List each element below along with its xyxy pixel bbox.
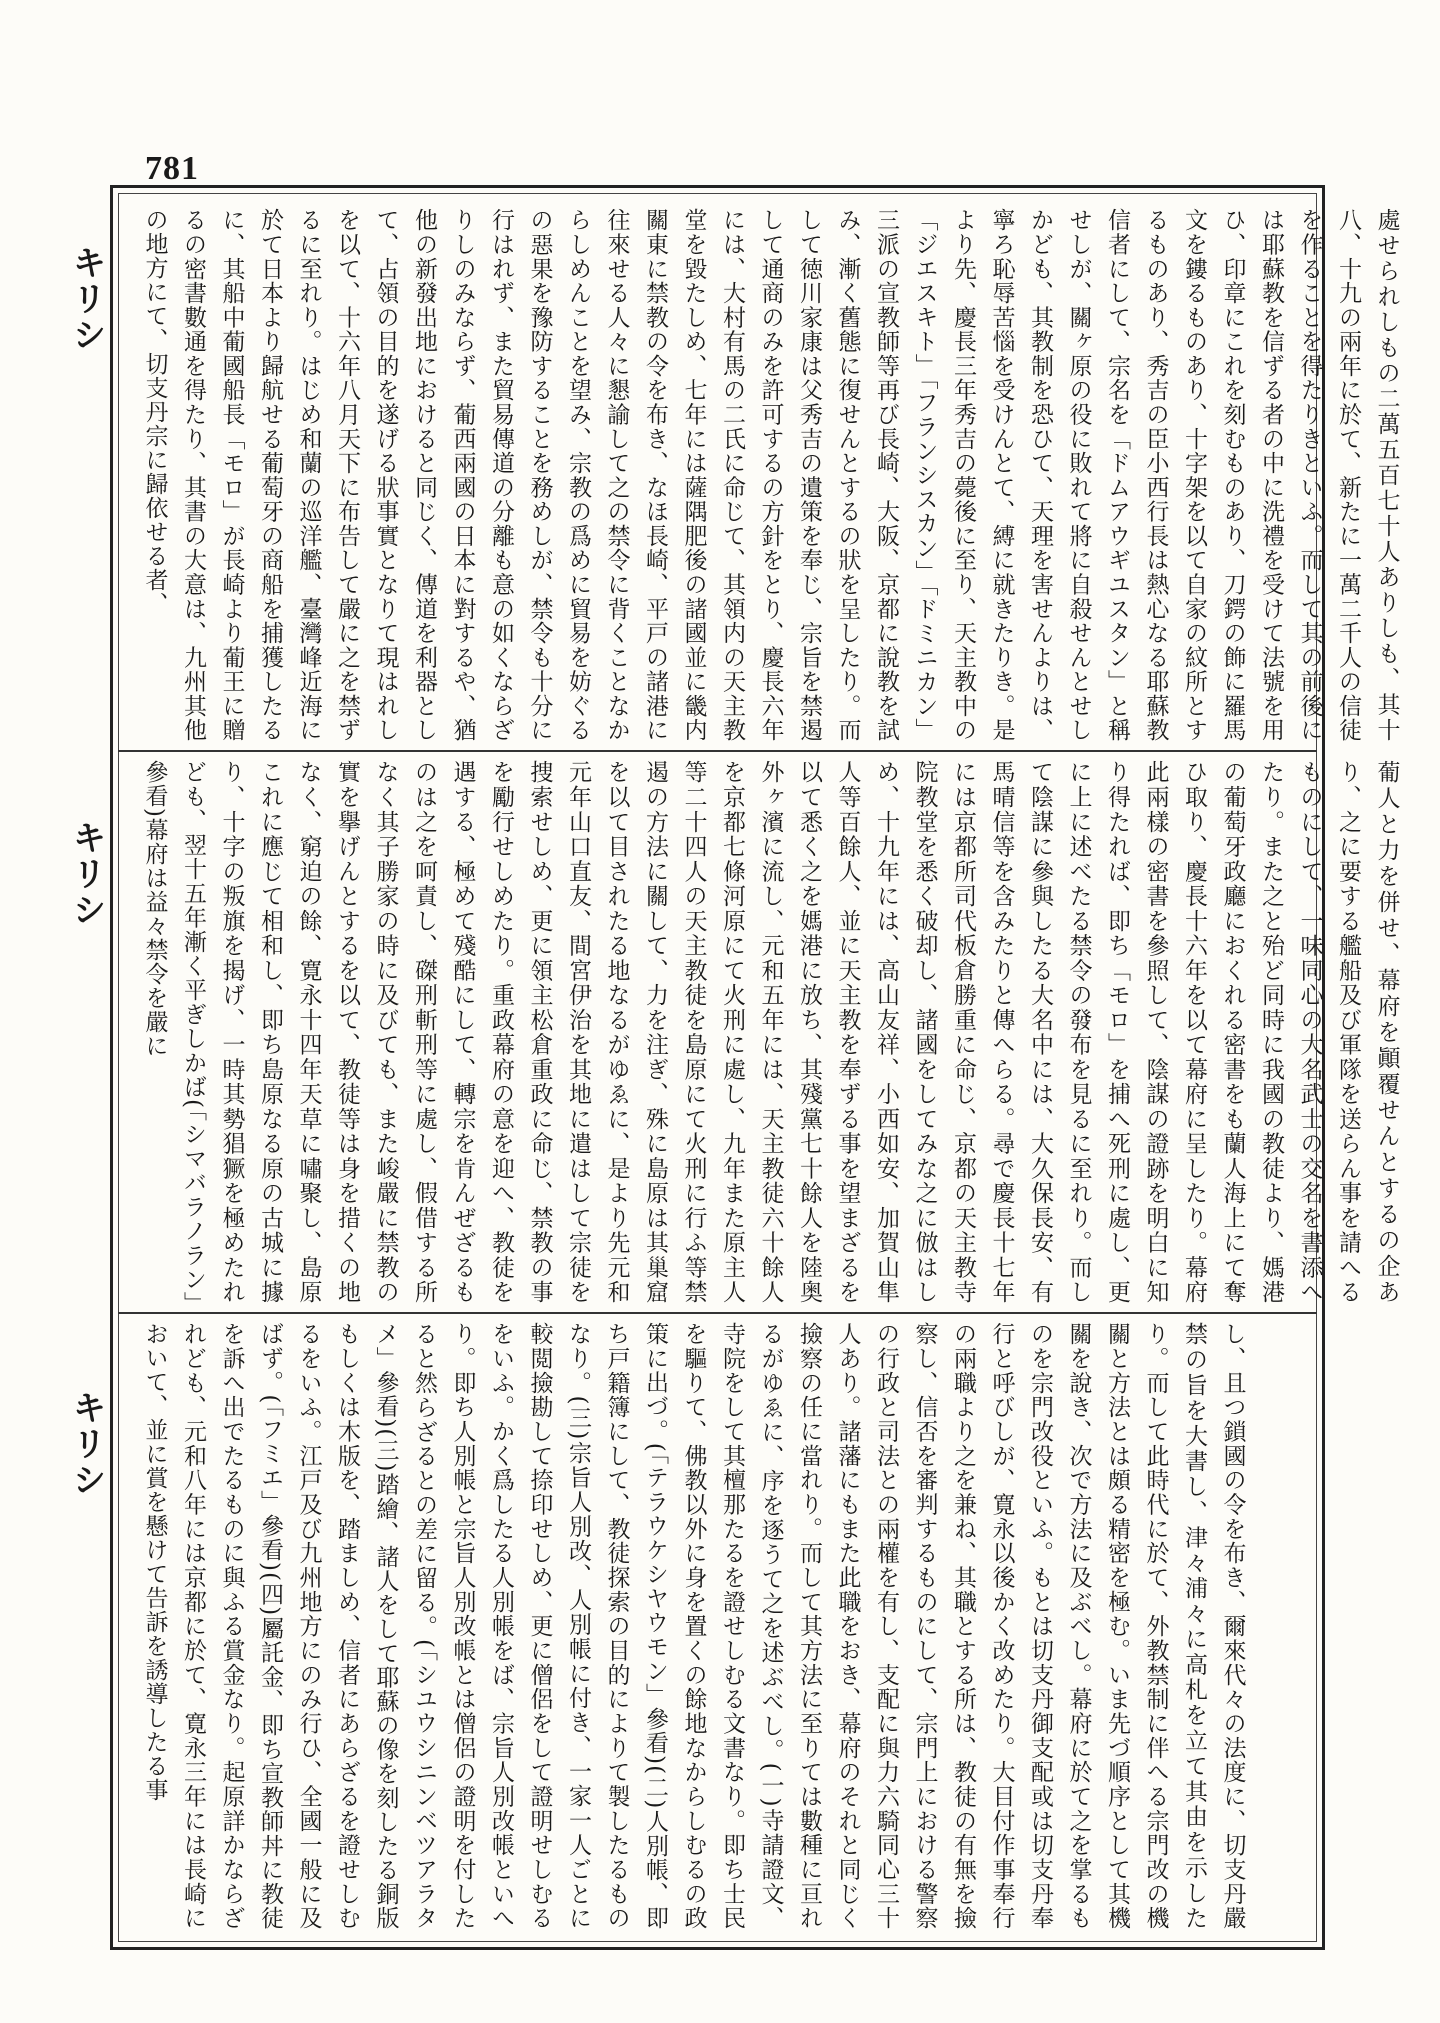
- page-number: 781: [145, 150, 199, 187]
- section-divider-1: [118, 750, 1317, 752]
- text-section-2: [135, 760, 1400, 1304]
- side-label-1: キリシ: [66, 245, 106, 353]
- section-3-text: し、且つ鎖國の令を布き、爾來代々の法度に、切支丹嚴禁の旨を大書し、津々浦々に高札を立て其由を示したり。而して此時代に於て、外教禁制に伴へる宗門改の機關と方法とは頗る精密を極む。いま先づ順序として其機關を說き、次で方法に及ぶべし。幕府に於て之を掌るものを宗門改役といふ。もとは切支丹御支配或は切支丹奉行と呼びしが、寛永以後かく改めたり。大目付作事奉行の兩職より之を兼ね、其職とする所は、教徒の有無を撿察し、信否を審判するものにして、宗門上における警察の行政と司法との兩權を有し、支配に與力六騎同心三十人あり。諸藩にもまた此職をおき、幕府のそれと同じく撿察の任に當れり。而して其方法に至りては數種に亘れるがゆゑに、序を逐うて之を述ぶべし。(一)寺請證文、寺院をして其檀那たるを證せしむる文書なり。即ち士民を驅りて、佛教以外に身を置くの餘地なからしむるの政策に出づ。(「テラウケシヤウモン」參看)(二)人別帳、即ち戸籍簿にして、教徒探索の目的によりて製したるものなり。(三)宗旨人別改、人別帳に付き、一家一人ごとに較閲撿勘して捺印せしめ、更に僧侶をして證明せしむるをいふ。かく爲したる人別帳をば、宗旨人別改帳といへり。即ち人別帳と宗旨人別改帳とは僧侶の證明を付したると然らざるとの差に留る。(「シユウシニンベツアラタメ」參看)(三)踏繪、諸人をして耶蘇の像を刻したる銅版もしくは木版を、踏ましめ、信者にあらざるを證せしむるをいふ。江戸及び九州地方にのみ行ひ、全國一般に及ばず。(「フミエ」參看)(四)屬託金、即ち宣教師丼に教徒を訴へ出でたるものに與ふる賞金なり。起原詳かならざれども、元和八年には京都に於て、寛永三年には長崎において、並に賞を懸けて告訴を誘導したる事: [141, 1322, 1246, 1931]
- text-section-1: [135, 208, 1400, 742]
- section-2-text: 葡人と力を併せ、幕府を顚覆せんとするの企あり、之に要する艦船及び軍隊を送らん事を請へるものにして、一味同心の大名武士の交名を書添へたり。また之と殆ど同時に我國の教徒より、媽港の葡萄牙政廳におくれる密書をも蘭人海上にて奪ひ取り、慶長十六年を以て幕府に呈したり。幕府此兩樣の密書を參照して、陰謀の證跡を明白に知り得たれば、即ち「モロ」を捕へ死刑に處し、更に上に述べたる禁令の發布を見るに至れり。而して陰謀に參與したる大名中には、大久保長安、有馬晴信等を含みたりと傳へらる。尋で慶長十七年には京都所司代板倉勝重に命じ、京都の天主教寺院教堂を悉く破却し、諸國をしてみな之に倣はしめ、十九年には、高山友祥、小西如安、加賀山隼人等百餘人、並に天主教を奉ずる事を望まざるを以て悉く之を媽港に放ち、其殘黨七十餘人を陸奥外ヶ濱に流し、元和五年には、天主教徒六十餘人を京都七條河原にて火刑に處し、九年また原主人等二十四人の天主教徒を島原にて火刑に行ふ等禁遏の方法に關して、力を注ぎ、殊に島原は其巢窟を以て目されたる地なるがゆゑに、是より先元和元年山口直友、間宮伊治を其地に遣はして宗徒を捜索せしめ、更に領主松倉重政に命じ、禁教の事を勵行せしめたり。重政幕府の意を迎へ、教徒を遇する、極めて殘酷にして、轉宗を肯んぜざるものは之を呵責し、磔刑斬刑等に處し、假借する所なく其子勝家の時に及びても、また峻嚴に禁教の實を擧げんとするを以て、教徒等は身を措くの地なく、窮迫の餘、寛永十四年天草に嘯聚し、島原これに應じて相和し、即ち島原なる原の古城に據り、十字の叛旗を揭げ、一時其勢猖獗を極めたれども、翌十五年漸く平ぎしかば(「シマバラノラン」參看)幕府は益々禁令を嚴に: [141, 760, 1400, 1304]
- section-1-text: 處せられしもの二萬五百七十人ありしも、其十八、十九の兩年に於て、新たに一萬二千人の信徒を作ることを得たりきといふ。而して其の前後には耶蘇教を信ずる者の中に洗禮を受けて法號を用ひ、印章にこれを刻むものあり、刀鍔の飾に羅馬文を鏤るものあり、十字架を以て自家の紋所とするものあり、秀吉の臣小西行長は熱心なる耶蘇教信者にして、宗名を「ドムアウギユスタン」と稱せしが、關ヶ原の役に敗れて將に自殺せんとせしかども、其教制を恐ひて、天理を害せんよりは、寧ろ恥辱苦惱を受けんとて、縛に就きたりき。是より先、慶長三年秀吉の薨後に至り、天主教中の「ジエスキト」「フランシスカン」「ドミニカン」三派の宣教師等再び長崎、大阪、京都に說教を試み、漸く舊態に復せんとするの狀を呈したり。而して徳川家康は父秀吉の遺策を奉じ、宗旨を禁遏して通商のみを許可するの方針をとり、慶長六年には、大村有馬の二氏に命じて、其領内の天主教堂を毀たしめ、七年には薩隅肥後の諸國並に畿内關東に禁教の令を布き、なほ長崎、平戸の諸港に往來せる人々に懇諭して之の禁令に背くことなからしめんことを望み、宗教の爲めに貿易を妨ぐるの惡果を豫防することを務めしが、禁令も十分に行はれず、また貿易傳道の分離も意の如くならざりしのみならず、葡西兩國の日本に對するや、猶他の新發出地におけると同じく、傳道を利器として、占領の目的を遂げる狀事實となりて現はれしを以て、十六年八月天下に布告して嚴に之を禁ずるに至れり。はじめ和蘭の巡洋艦、臺灣峰近海に於て日本より歸航せる葡萄牙の商船を捕獲したるに、其船中葡國船長「モロ」が長崎より葡王に贈るの密書數通を得たり、其書の大意は、九州其他の地方にて、切支丹宗に歸依せる者、: [141, 208, 1400, 742]
- side-label-2: キリシ: [66, 820, 106, 928]
- text-section-3: [135, 1322, 1305, 1930]
- side-label-3: キリシ: [66, 1390, 106, 1498]
- section-divider-2: [118, 1312, 1317, 1314]
